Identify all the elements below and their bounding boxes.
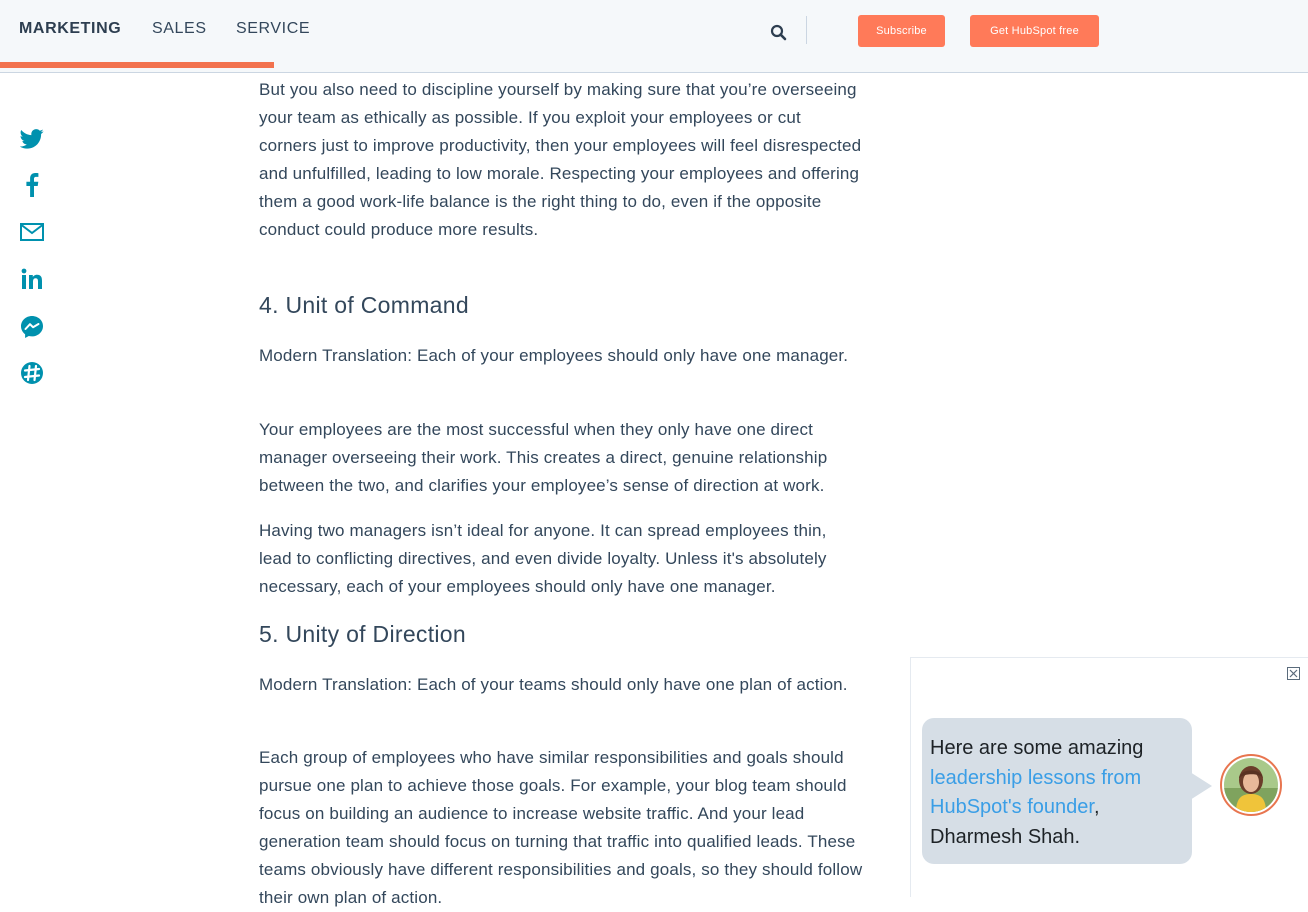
chat-close-button[interactable] bbox=[1287, 667, 1300, 680]
twitter-icon bbox=[20, 128, 44, 150]
share-linkedin-button[interactable] bbox=[19, 266, 45, 292]
close-icon bbox=[1287, 667, 1300, 680]
section-heading-unit-of-command: 4. Unit of Command bbox=[259, 292, 469, 318]
tab-marketing[interactable]: MARKETING bbox=[19, 20, 122, 37]
chat-message-text: Here are some amazing bbox=[930, 737, 1144, 759]
search-icon bbox=[768, 22, 790, 44]
article-paragraph: Your employees are the most successful when they only have one direct manager overseeing their work. This creates a direct, genuine relationship between the two, and clarifies your employee’s sense of direction at work. bbox=[259, 420, 828, 495]
share-messenger-button[interactable] bbox=[19, 314, 45, 340]
linkedin-icon bbox=[21, 268, 43, 290]
top-navigation bbox=[0, 0, 1308, 73]
chat-message-text: , Dharmesh Shah. bbox=[930, 796, 1100, 848]
section-heading-unity-of-direction: 5. Unity of Direction bbox=[259, 621, 466, 647]
leadership-lessons-link[interactable]: leadership lessons from HubSpot's founder bbox=[930, 766, 1142, 818]
chat-message-bubble bbox=[922, 718, 1192, 864]
tab-sales[interactable]: SALES bbox=[152, 20, 207, 37]
article-paragraph: Having two managers isn’t ideal for anyone. It can spread employees thin, lead to conflicting directives, and even divide loyalty. Unless it's absolutely necessary, each of your employees should only have one manager. bbox=[259, 521, 827, 596]
share-slack-button[interactable] bbox=[19, 360, 45, 386]
article-paragraph: Modern Translation: Each of your employees should only have one manager. bbox=[259, 346, 849, 365]
share-facebook-button[interactable] bbox=[19, 172, 45, 198]
slack-icon bbox=[20, 361, 44, 385]
email-icon bbox=[20, 223, 44, 241]
avatar[interactable] bbox=[1220, 754, 1282, 816]
tab-service[interactable]: SERVICE bbox=[236, 20, 311, 37]
subscribe-button[interactable]: Subscribe bbox=[858, 15, 945, 47]
article-paragraph: But you also need to discipline yourself by making sure that you’re overseeing your team as ethically as possible. If you exploit your employees or cut corners just to improve productivity, then your employees will feel disrespected and unfulfilled, leading to low morale. Respecting your employees and offering them a good work-life balance is the right thing to do, even if the opposite conduct could produce more results. bbox=[259, 80, 862, 239]
chat-bubble-tail bbox=[1190, 772, 1212, 800]
nav-divider bbox=[806, 16, 807, 44]
get-hubspot-free-button[interactable]: Get HubSpot free bbox=[970, 15, 1099, 47]
messenger-icon bbox=[20, 315, 44, 339]
share-twitter-button[interactable] bbox=[19, 126, 45, 152]
search-button[interactable] bbox=[768, 22, 790, 44]
share-email-button[interactable] bbox=[19, 219, 45, 245]
article-body bbox=[259, 76, 863, 907]
article-paragraph: Each group of employees who have similar responsibilities and goals should pursue one plan to achieve those goals. For example, your blog team should focus on building an audience to increase website traffic. And your lead generation team should focus on turning that traffic into qualified leads. These teams obviously have different responsibilities and goals, so they should follow their own plan of action. bbox=[259, 748, 863, 907]
article-paragraph: Modern Translation: Each of your teams should only have one plan of action. bbox=[259, 675, 848, 694]
avatar-image bbox=[1224, 758, 1278, 812]
active-tab-indicator bbox=[0, 62, 274, 68]
facebook-icon bbox=[25, 173, 39, 197]
